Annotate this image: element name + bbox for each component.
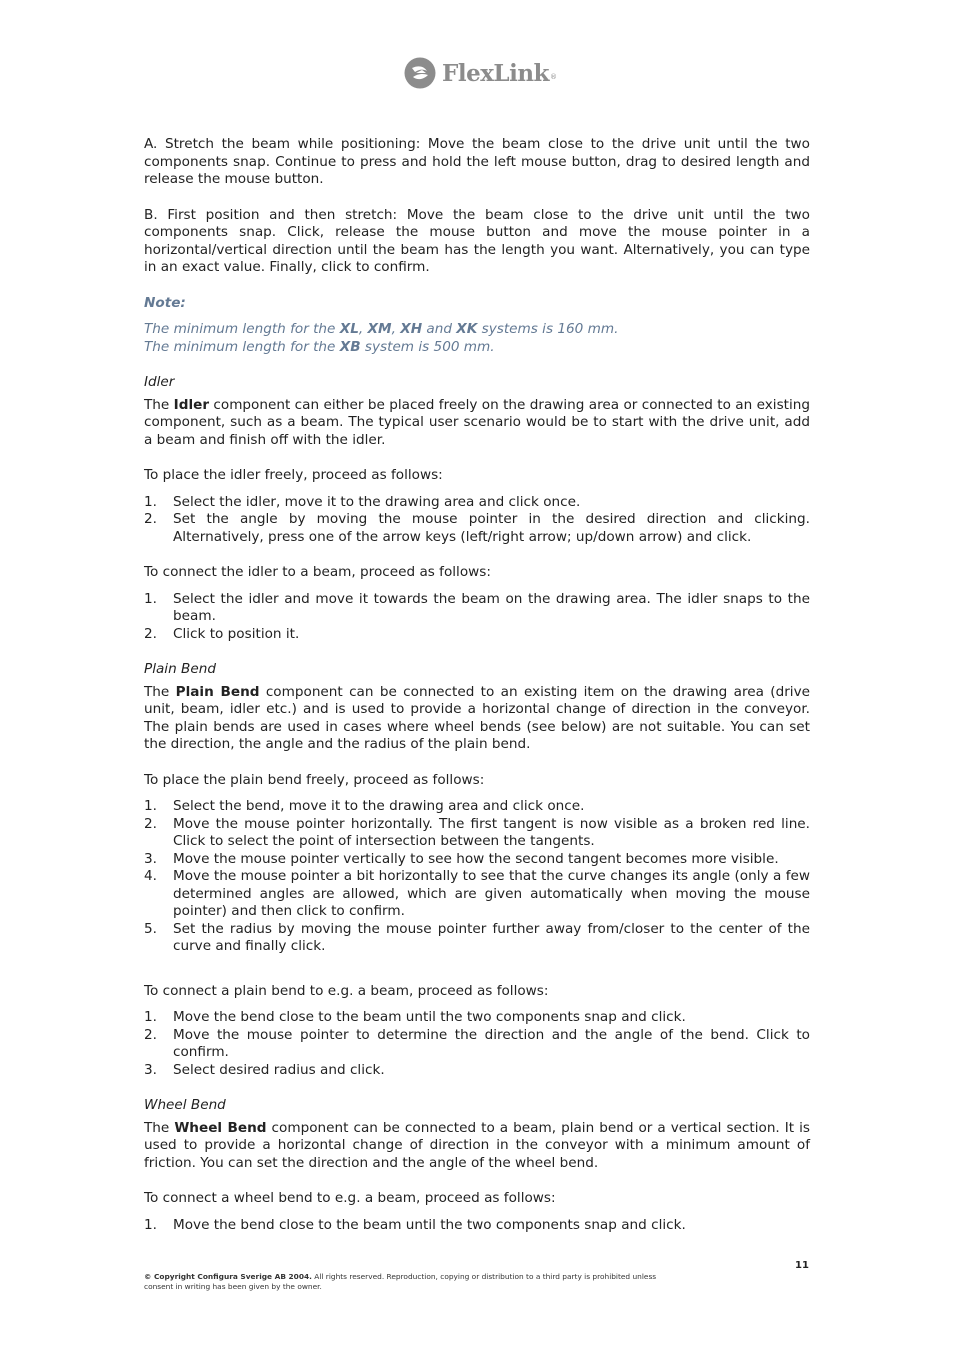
idler-free-lead: To place the idler freely, proceed as follows: bbox=[144, 467, 443, 483]
plain-bend-free-lead: To place the plain bend freely, proceed as follows: bbox=[144, 771, 485, 788]
flexlink-logo bbox=[404, 56, 557, 90]
paragraph-stretch-while-positioning: A. Stretch the beam while positioning: Move the beam close to the drive unit until the two components snap. Continue to press and hold the left mouse button, drag to desired length and release the mouse button. bbox=[144, 136, 810, 187]
paragraph-idler-intro: The Idler component can either be placed freely on the drawing area or connected to an existing component, such as a beam. The typical user scenario would be to start with the drive unit, add a beam and finish off with the idler. bbox=[144, 396, 811, 448]
copyright-footer bbox=[144, 1272, 744, 1292]
heading-wheel-bend: Wheel Bend bbox=[144, 1097, 226, 1113]
logo-registered-mark: ® bbox=[549, 73, 557, 81]
paragraph-position-then-stretch: B. First position and then stretch: Move the beam close to the drive unit until the two components snap. Click, release the mouse button and move the mouse pointer in a horizontal/vertical direction until the beam has the length you want. Alternatively, you can type in an exact value. Finally, click to confirm. bbox=[144, 206, 810, 275]
plain-bend-connect-steps bbox=[144, 1009, 810, 1079]
note-line-2: The minimum length for the XB system is 500 mm. bbox=[144, 338, 495, 355]
list-item: 5. Set the radius by moving the mouse pointer further away from/closer to the center of the curve and finally click. bbox=[144, 920, 810, 954]
idler-free-steps bbox=[144, 494, 810, 547]
list-item: 1. Select the idler, move it to the drawing area and click once. bbox=[144, 493, 581, 510]
wheel-bend-connect-lead: To connect a wheel bend to e.g. a beam, proceed as follows: bbox=[144, 1190, 556, 1206]
copyright-line-1: © Copyright Configura Sverige AB 2004. All rights reserved. Reproduction, copying or distribution to a third party is prohibited unless bbox=[144, 1272, 657, 1281]
list-item: 4. Move the mouse pointer a bit horizontally to see that the curve changes its angle (only a few determined angles are allowed, which are given automatically when moving the mouse pointer) and then click to confirm. bbox=[144, 868, 810, 919]
note-line-1: The minimum length for the XL, XM, XH and XK systems is 160 mm. bbox=[144, 321, 619, 337]
heading-idler: Idler bbox=[144, 374, 175, 390]
paragraph-wheel-bend-intro: The Wheel Bend component can be connected to a beam, plain bend or a vertical section. It is used to provide a horizontal change of direction in the conveyor with a minimum amount of friction. You can set the direction and the angle of the wheel bend. bbox=[144, 1119, 810, 1171]
heading-plain-bend: Plain Bend bbox=[144, 661, 216, 677]
plain-bend-free-steps bbox=[144, 798, 810, 956]
list-item: 1. Select the bend, move it to the drawing area and click once. bbox=[144, 798, 585, 814]
list-item: 2. Move the mouse pointer to determine the direction and the angle of the bend. Click to confirm. bbox=[144, 1026, 810, 1060]
copyright-line-2: consent in writing has been given by the owner. bbox=[144, 1282, 322, 1291]
list-item: 2. Click to position it. bbox=[144, 625, 300, 642]
page-number: 11 bbox=[795, 1260, 809, 1271]
list-item: 3. Select desired radius and click. bbox=[144, 1061, 385, 1078]
list-item: 1. Select the idler and move it towards the beam on the drawing area. The idler snaps to the beam. bbox=[144, 590, 810, 624]
list-item: 1. Move the bend close to the beam until the two components snap and click. bbox=[144, 1216, 686, 1233]
list-item: 3. Move the mouse pointer vertically to see how the second tangent becomes more visible. bbox=[144, 850, 779, 867]
idler-connect-steps bbox=[144, 591, 810, 644]
list-item: 1. Move the bend close to the beam until the two components snap and click. bbox=[144, 1009, 686, 1025]
logo-wordmark: FlexLink bbox=[442, 59, 549, 87]
plain-bend-connect-lead: To connect a plain bend to e.g. a beam, proceed as follows: bbox=[144, 982, 549, 999]
list-item: 2. Move the mouse pointer horizontally. The first tangent is now visible as a broken red line. Click to select the point of intersection between the tangents. bbox=[144, 815, 810, 849]
idler-connect-lead: To connect the idler to a beam, proceed as follows: bbox=[144, 564, 491, 580]
document-body bbox=[144, 136, 810, 1234]
list-item: 2. Set the angle by moving the mouse pointer in the desired direction and clicking. Alternatively, press one of the arrow keys (left/right arrow; up/down arrow) and click. bbox=[144, 511, 810, 545]
wheel-bend-connect-steps bbox=[144, 1217, 810, 1235]
paragraph-plain-bend-intro: The Plain Bend component can be connected to an existing item on the drawing area (drive unit, beam, idler etc.) and is used to provide a horizontal change of direction in the conveyor. The plain bends are used in cases where wheel bends (see below) are not suitable. You can set the direction, the angle and the radius of the plain bend. bbox=[144, 683, 810, 752]
note-label: Note: bbox=[144, 294, 186, 311]
flexlink-swirl-icon bbox=[404, 57, 436, 89]
